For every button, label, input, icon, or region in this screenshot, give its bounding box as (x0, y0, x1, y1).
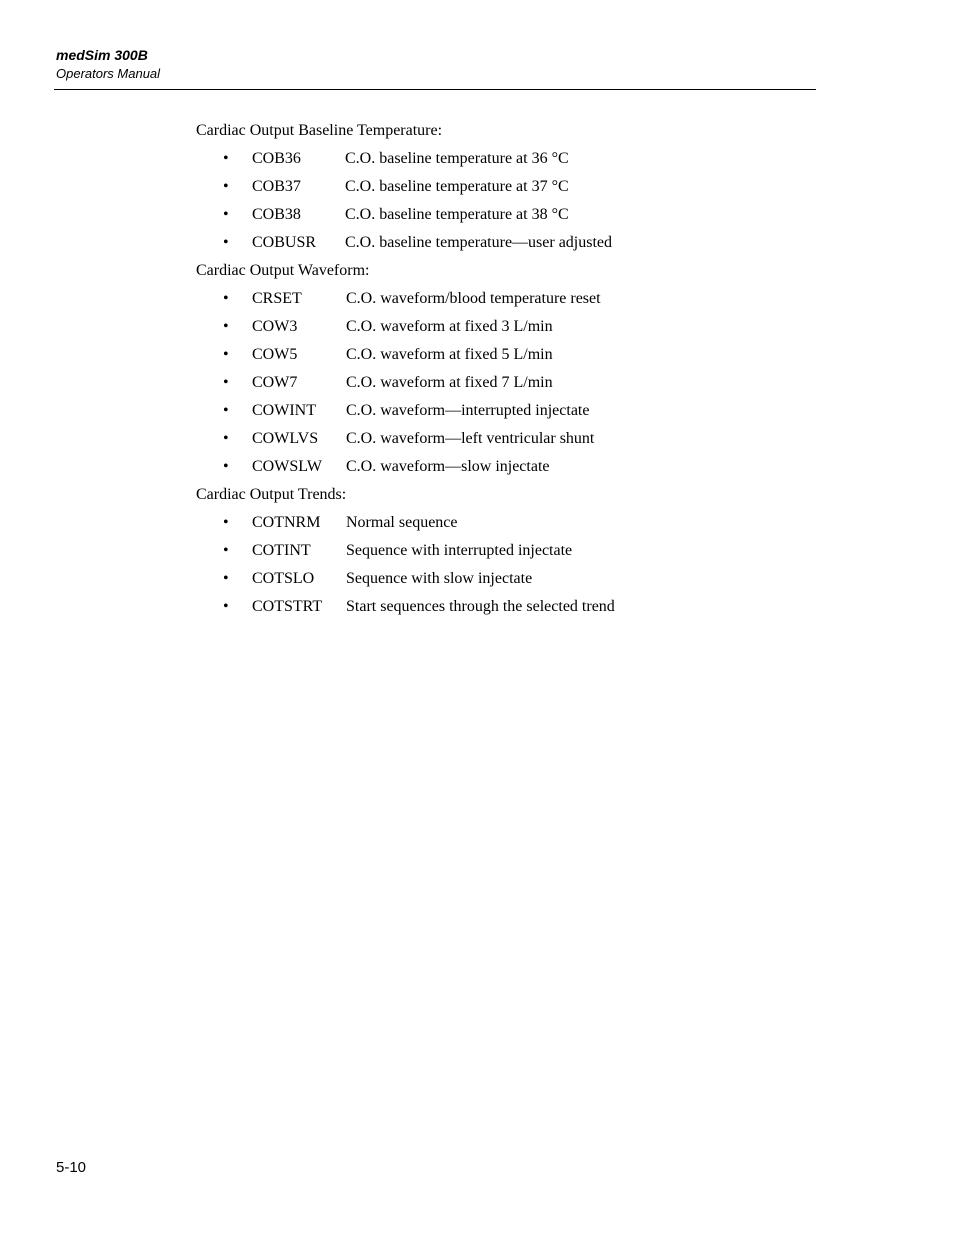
command-description: C.O. waveform—interrupted injectate (346, 402, 590, 419)
bullet-icon: • (223, 290, 229, 307)
command-description: C.O. waveform—slow injectate (346, 458, 550, 475)
list-item (196, 397, 590, 425)
header-rule (54, 89, 816, 90)
command-description: C.O. waveform at fixed 7 L/min (346, 374, 553, 391)
list-item (196, 341, 553, 369)
list-item (196, 285, 601, 313)
section-waveform (196, 257, 601, 481)
command-description: C.O. baseline temperature at 37 °C (345, 178, 569, 195)
manual-title: Operators Manual (56, 66, 161, 81)
command-code: COTNRM (252, 514, 321, 531)
bullet-icon: • (223, 346, 229, 363)
bullet-icon: • (223, 150, 229, 167)
command-code: CRSET (252, 290, 302, 307)
list-item (196, 201, 569, 229)
list-item (196, 145, 569, 173)
command-code: COTSLO (252, 570, 315, 587)
bullet-icon: • (223, 206, 229, 223)
bullet-icon: • (223, 458, 229, 475)
bullet-icon: • (223, 318, 229, 335)
section-heading: Cardiac Output Trends: (196, 486, 347, 503)
list-item (196, 453, 550, 481)
command-code: COWSLW (252, 458, 322, 475)
bullet-icon: • (223, 430, 229, 447)
list-item (196, 229, 613, 257)
command-list-content (196, 117, 615, 621)
command-description: Start sequences through the selected trend (346, 598, 615, 615)
page-header (56, 46, 816, 83)
command-code: COW3 (252, 318, 298, 335)
command-description: C.O. waveform/blood temperature reset (346, 290, 601, 307)
list-item (196, 313, 553, 341)
command-description: Sequence with interrupted injectate (346, 542, 573, 559)
command-code: COW5 (252, 346, 298, 363)
section-heading: Cardiac Output Baseline Temperature: (196, 122, 443, 139)
command-description: C.O. baseline temperature at 38 °C (345, 206, 569, 223)
product-title: medSim 300B (56, 47, 148, 63)
command-description: C.O. baseline temperature—user adjusted (345, 234, 613, 251)
bullet-icon: • (223, 598, 229, 615)
list-item (196, 369, 553, 397)
command-code: COWLVS (252, 430, 319, 447)
command-description: C.O. waveform at fixed 5 L/min (346, 346, 553, 363)
command-description: Normal sequence (346, 514, 458, 531)
command-code: COB38 (252, 206, 301, 223)
command-code: COWINT (252, 402, 316, 419)
list-item (196, 509, 458, 537)
command-code: COB36 (252, 150, 301, 167)
bullet-icon: • (223, 178, 229, 195)
page-number: 5-10 (56, 1159, 87, 1176)
section-trends (196, 481, 615, 621)
list-item (196, 593, 615, 621)
command-description: C.O. waveform at fixed 3 L/min (346, 318, 553, 335)
bullet-icon: • (223, 234, 229, 251)
bullet-icon: • (223, 542, 229, 559)
bullet-icon: • (223, 402, 229, 419)
list-item (196, 565, 533, 593)
bullet-icon: • (223, 374, 229, 391)
bullet-icon: • (223, 514, 229, 531)
command-code: COBUSR (252, 234, 317, 251)
command-code: COTSTRT (252, 598, 323, 615)
list-item (196, 537, 573, 565)
command-description: Sequence with slow injectate (346, 570, 533, 587)
command-code: COW7 (252, 374, 298, 391)
list-item (196, 173, 569, 201)
command-description: C.O. baseline temperature at 36 °C (345, 150, 569, 167)
command-description: C.O. waveform—left ventricular shunt (346, 430, 595, 447)
bullet-icon: • (223, 570, 229, 587)
command-code: COB37 (252, 178, 301, 195)
command-code: COTINT (252, 542, 311, 559)
section-baseline-temperature (196, 117, 613, 257)
section-heading: Cardiac Output Waveform: (196, 262, 370, 279)
list-item (196, 425, 595, 453)
